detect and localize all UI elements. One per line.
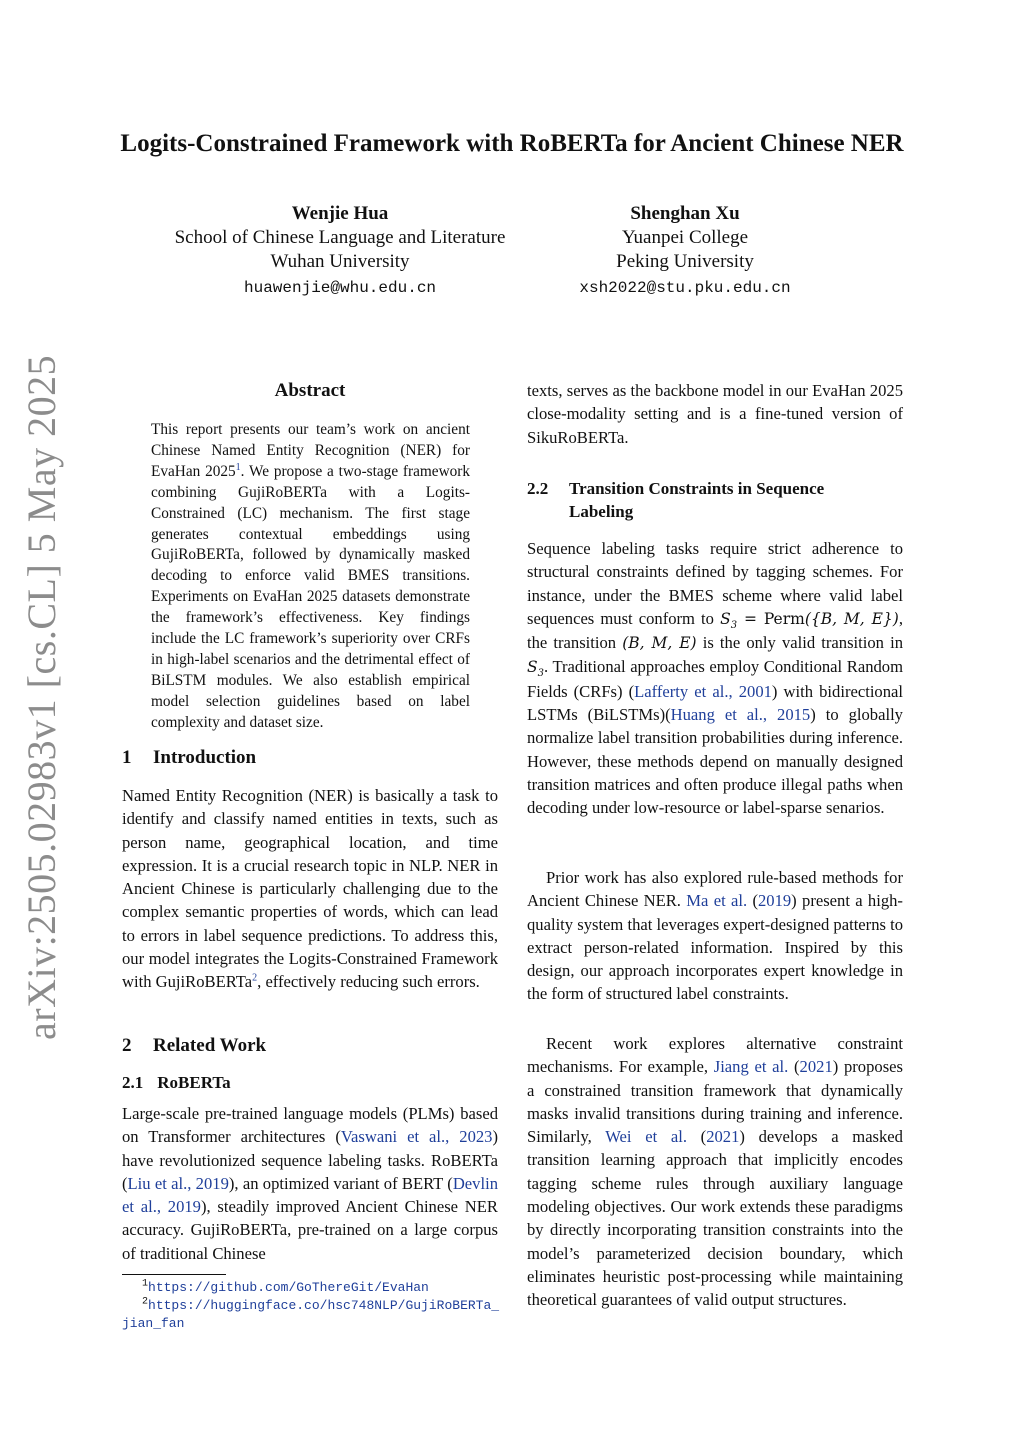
paragraph-text: . Traditional approaches employ Conditional Random Fields (CRFs) ( [527,657,903,701]
paragraph-text: texts, serves as the backbone model in our EvaHan 2025 close-modality setting and is a fine-tuned version of SikuRoBERTa. [527,381,903,447]
introduction-paragraph [122,784,498,994]
author-institution: Peking University [616,251,754,272]
paragraph-text: develops a masked transition learning approach that implicitly encodes tagging scheme rules through auxiliary language modeling objectives. Our work extends these paradigms by directly incorporating transition constraints into the model’s parameterized decision boundary, which eliminates heuristic post-processing while maintaining theoretical guarantees of valid output structures. [527,1127,903,1310]
footnote-url[interactable]: https://huggingface.co/hsc748NLP/GujiRoBERTa_ [148,1298,500,1313]
roberta-paragraph-part-2 [527,379,903,449]
citation-year-link[interactable]: 2021 [706,1127,740,1147]
footnote-url[interactable]: https://github.com/GoThereGit/EvaHan [148,1280,429,1295]
math-expression [720,609,899,631]
citation-year-link[interactable]: 2021 [799,1057,833,1077]
citation-link[interactable]: Devlin et al., 2019 [122,1173,498,1217]
subsection-heading-transition-constraints [527,477,907,523]
paragraph-text: ), an optimized variant of BERT ( [228,1173,453,1193]
paragraph-text: , the transition [527,608,903,653]
abstract-heading: Abstract [274,380,346,401]
citation-link[interactable]: Jiang et al. [713,1057,789,1077]
citation-link[interactable]: Ma et al. [686,891,748,911]
subsection-title: RoBERTa [157,1073,231,1092]
citation-year-link[interactable]: 2019 [757,891,792,911]
transition-paragraph-3: Recent work explores alternative constraint mechanisms. For example, Jiang et al. (2021) proposes a constrained transition framework that dynamically masks invalid transitions during training and inference. Similarly, Wei et al. (2021) develops a masked transition learning approach that implicitly encodes tagging scheme rules through auxiliary language modeling objectives. Our work extends these paradigms by directly incorporating transition constraints into the model’s parameterized decision boundary, which eliminates heuristic post-processing while maintaining theoretical guarantees of valid output structures. [527,1034,903,1310]
paragraph-text: Recent work explores alternative constraint mechanisms. For example, [527,1034,903,1077]
author-affiliation: Yuanpei College [621,227,749,248]
paragraph-text: ) with bidirectional LSTMs (BiLSTMs)( [527,681,903,725]
paragraph-text: Prior work has also explored rule-based methods for Ancient Chinese NER. [527,868,903,911]
subsection-number: 2.1 [122,1073,144,1092]
footnote-url-continuation[interactable]: jian_fan [122,1316,185,1331]
abstract-text-part: . We propose a two-stage framework combining GujiRoBERTa with a Logits-Constrained (LC) mechanism. The first stage generates contextual embeddings using GujiRoBERTa, followed by dynamically masked decoding to enforce valid BMES transitions. Experiments on EvaHan 2025 datasets demonstrate the framework’s effectiveness. Key findings include the LC framework’s superiority over CRFs in high-label scenarios and the detrimental effect of BiLSTM modules. We also establish empirical model selection guidelines based on label complexity and dataset size. [151,462,471,731]
author-email[interactable]: huawenjie@whu.edu.cn [243,279,437,297]
footnote-2 [122,1297,502,1315]
footnotes [122,1279,502,1333]
author-block-2 [540,202,830,300]
subsection-number: 2.2 [527,479,549,498]
author-name: Wenjie Hua [291,203,389,224]
section-heading-related-work [122,1035,266,1057]
abstract-text [151,420,470,734]
math-subscript: 3 [730,619,738,631]
paragraph-text: ) to globally normalize label transition probabilities during inference. However, these methods depend on manually designed transition matrices and often produce illegal paths when decoding under low-resource or label-sparse senarios. [527,705,903,818]
footnote-1 [122,1279,502,1297]
section-heading-introduction [122,747,256,769]
subsection-title: Labeling [569,502,634,521]
math-expression: (B, M, E) [622,634,697,653]
author-institution: Wuhan University [270,251,410,272]
paragraph-text: ) have revolutionized sequence labeling tasks. RoBERTa ( [122,1127,499,1193]
citation-link[interactable]: Lafferty et al., 2001 [634,681,772,701]
footnote-marker[interactable]: 1 [235,461,241,473]
math-expression [527,658,544,680]
arxiv-identifier-stamp: arXiv:2505.02983v1 [cs.CL] 5 May 2025 [19,354,64,1040]
footnote-number: 1 [142,1278,149,1290]
citation-link[interactable]: Wei et al. [605,1127,687,1147]
section-number: 2 [122,1035,132,1056]
paragraph-text: Sequence labeling tasks require strict adherence to structural constraints defined by tagging schemes. For instance, under the BMES scheme where valid label sequences must conform to [527,539,903,628]
math-set: ({B, M, E}) [804,609,899,628]
citation-link[interactable]: Vaswani et al., 2023 [340,1127,493,1147]
roberta-paragraph-part-1 [122,1102,498,1265]
author-email[interactable]: xsh2022@stu.pku.edu.cn [579,279,791,297]
paragraph-text: is the only valid transition in [696,633,904,653]
paragraph-text: present a high-quality system that leverages expert-designed patterns to extract person-related information. Inspired by this design, our approach incorporates expert knowledge in the form of structured label constraints. [527,891,904,1004]
author-name: Shenghan Xu [630,203,740,224]
math-symbol: S [527,658,538,677]
citation-link[interactable]: Liu et al., 2019 [127,1173,229,1193]
math-function: Perm [763,609,805,628]
abstract-text-part: This report presents our team’s work on ancient Chinese Named Entity Recognition (NER) for EvaHan 2025 [151,421,470,480]
author-affiliation: School of Chinese Language and Literature [174,227,506,248]
section-title: Related Work [153,1035,267,1056]
citation-link[interactable]: Huang et al., 2015 [670,705,811,725]
paragraph-text: ), steadily improved Ancient Chinese NER accuracy. GujiRoBERTa, pre-trained on a large corpus of traditional Chinese [122,1197,498,1263]
footnote-number: 2 [142,1296,149,1308]
section-title: Introduction [153,747,257,768]
math-subscript: 3 [537,668,544,680]
math-operator: = [737,609,764,628]
section-number: 1 [122,747,132,768]
paragraph-text: Named Entity Recognition (NER) is basically a task to identify and classify named entities in texts, such as person name, geographical location, and time expression. It is a crucial research topic in NLP. NER in Ancient Chinese is particularly challenging due to the complex semantic properties of words, which can lead to errors in label sequence predictions. To address this, our model integrates the Logits-Constrained Framework with GujiRoBERTa [122,786,498,992]
author-block-1 [150,202,530,300]
paragraph-text: proposes a constrained transition framework that dynamically masks invalid transitions during training and inference. Similarly, [527,1057,903,1147]
transition-paragraph-1 [527,537,903,820]
paragraph-text: Large-scale pre-trained language models (PLMs) based on Transformer architectures ( [122,1104,498,1147]
subsection-heading-roberta [122,1073,231,1093]
footnote-2-continuation [122,1315,502,1333]
math-symbol: S [720,609,731,628]
paragraph-text: , effectively reducing such errors. [257,972,480,992]
footnote-divider [122,1274,226,1275]
transition-paragraph-2: Prior work has also explored rule-based methods for Ancient Chinese NER. Ma et al. (2019) present a high-quality system that leverages expert-designed patterns to extract person-related information. Inspired by this design, our approach incorporates expert knowledge in the form of structured label constraints. [527,868,904,1004]
paper-title: Logits-Constrained Framework with RoBERTa for Ancient Chinese NER [120,130,904,157]
footnote-marker[interactable]: 2 [252,972,258,984]
subsection-title: Transition Constraints in Sequence [569,479,825,498]
